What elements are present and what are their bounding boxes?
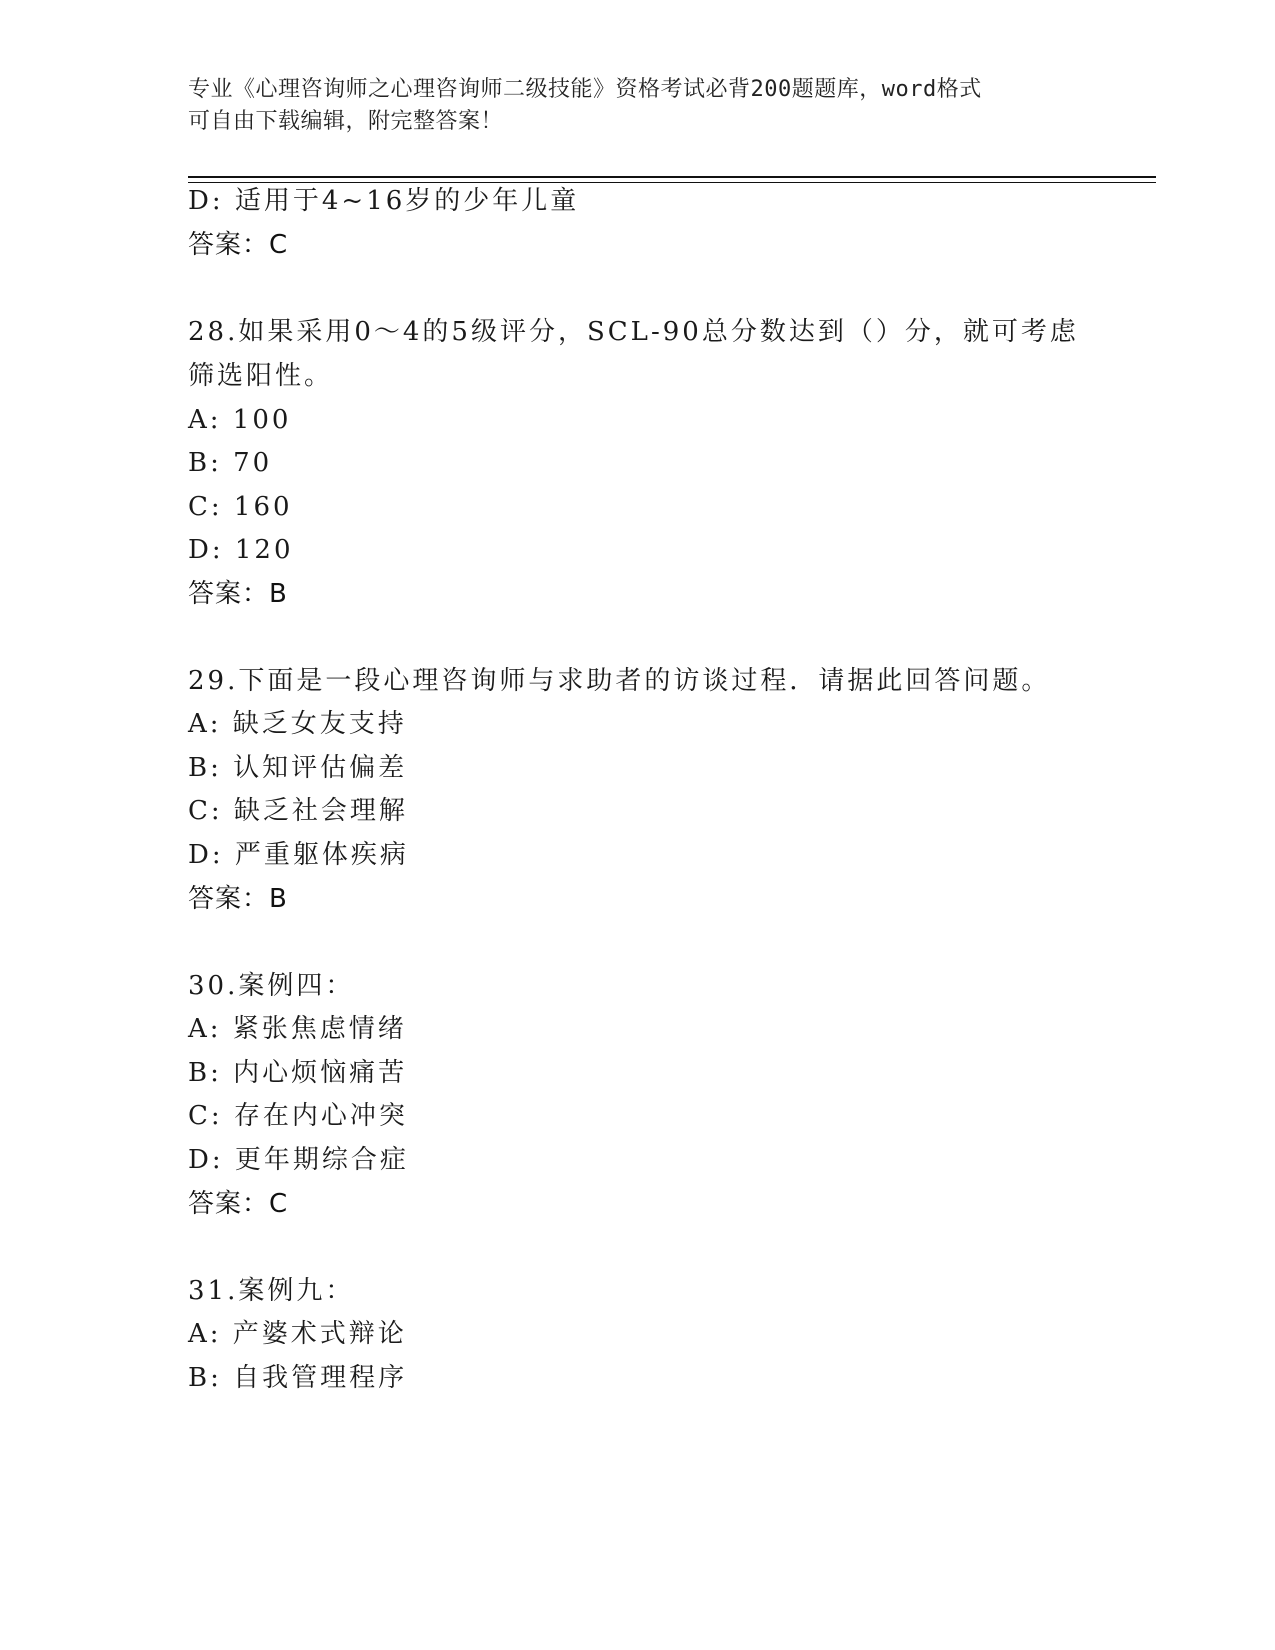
q28-stem-line2: 筛选阳性。 — [188, 361, 334, 391]
q30-option-d: D: 更年期综合症 — [188, 1145, 409, 1175]
q29-option-c: C: 缺乏社会理解 — [188, 796, 408, 826]
q28-stem-line1: 28.如果采用0～4的5级评分，SCL-90总分数达到（）分，就可考虑 — [188, 317, 1079, 347]
header-divider-thick — [188, 176, 1156, 178]
q31-option-a: A: 产婆术式辩论 — [188, 1319, 407, 1349]
prev-answer: 答案：C — [188, 230, 289, 260]
header-title-line2: 可自由下载编辑，附完整答案！ — [188, 109, 504, 134]
q30-stem-line1: 30.案例四： — [188, 971, 355, 1001]
q28-option-d: D: 120 — [188, 535, 294, 565]
q30-option-a: A: 紧张焦虑情绪 — [188, 1014, 407, 1044]
header-divider-thin — [188, 182, 1156, 183]
q28-answer: 答案：B — [188, 579, 288, 609]
q29-option-b: B: 认知评估偏差 — [188, 753, 408, 783]
q30-option-b: B: 内心烦恼痛苦 — [188, 1058, 408, 1088]
q28-option-c: C: 160 — [188, 492, 293, 522]
q28-option-a: A: 100 — [188, 405, 292, 435]
q29-option-a: A: 缺乏女友支持 — [188, 709, 407, 739]
header-title-line1: 专业《心理咨询师之心理咨询师二级技能》资格考试必背200题题库，word格式 — [188, 77, 982, 102]
page-header — [188, 74, 1068, 138]
q31-stem-line1: 31.案例九： — [188, 1276, 355, 1306]
q28-option-b: B: 70 — [188, 448, 273, 478]
prev-option-d: D: 适用于4~16岁的少年儿童 — [188, 186, 580, 216]
q29-stem-line1: 29.下面是一段心理咨询师与求助者的访谈过程．请据此回答问题。 — [188, 666, 1051, 696]
q29-option-d: D: 严重躯体疾病 — [188, 840, 409, 870]
q29-answer: 答案：B — [188, 884, 288, 914]
q30-option-c: C: 存在内心冲突 — [188, 1101, 408, 1131]
q31-option-b: B: 自我管理程序 — [188, 1363, 408, 1393]
q30-answer: 答案：C — [188, 1189, 289, 1219]
